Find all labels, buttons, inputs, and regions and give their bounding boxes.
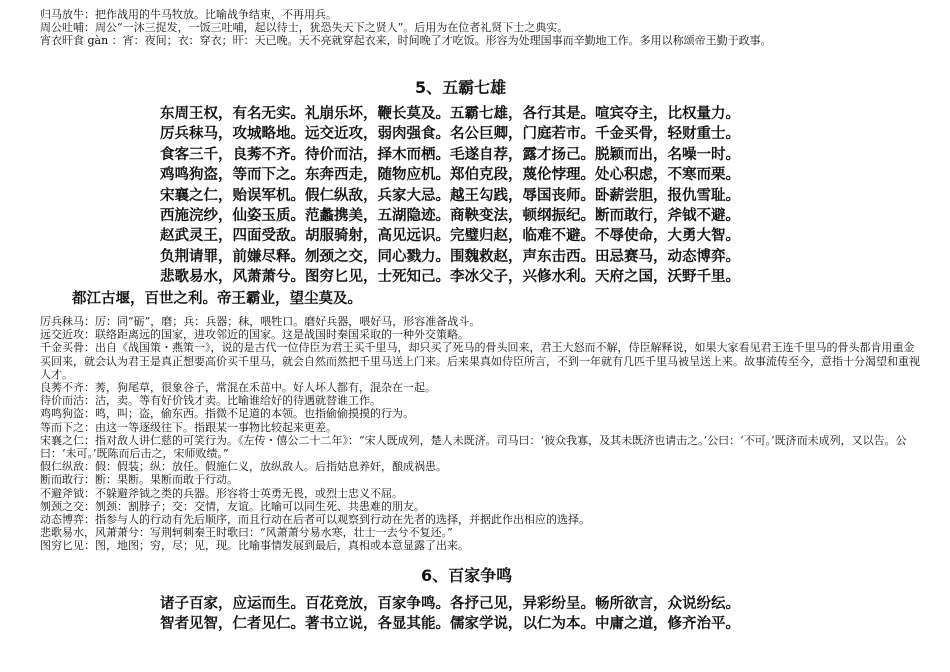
verse-line-tail: 都江古堰，百世之利。帝王霸业，望尘莫及。 [72,291,362,307]
verse-block-6 [160,594,740,635]
note-paragraph: 远交近攻：联络距离远的国家，进攻邻近的国家。这是战国时秦国采取的一种外交策略。 [40,328,469,342]
note-paragraph: 宋襄之仁：指对敌人讲仁慈的可笑行为。《左传・僖公二十二年》：“宋人既成列，楚人未既济。司马曰：‘彼众我寡，及其未既济也请击之。’公曰：‘不可。’既济而未成列，又以告。公曰：‘未可。’既陈而后击之，宋师败绩。” [40,433,907,461]
verse-line: 诸子百家，应运而生。百花竞放，百家争鸣。各抒己见，异彩纷呈。畅所欲言，众说纷纭。 [160,596,740,612]
note-paragraph: 待价而沽：沽，卖。等有好价钱才卖。比喻谁给好的待遇就替谁工作。 [40,394,381,408]
note-paragraph: 归马放牛：把作战用的牛马牧放。比喻战争结束，不再用兵。 [40,8,337,21]
note-paragraph: 鸡鸣狗盗：鸣，叫；盗，偷东西。指微不足道的本领。也指偷偷摸摸的行为。 [40,407,414,421]
note-paragraph: 良莠不齐：莠，狗尾草，很象谷子，常混在禾苗中。好人坏人都有，混杂在一起。 [40,381,436,395]
note-paragraph: 悲歌易水，风萧萧兮：写荆轲刺秦王时歌曰：“风萧萧兮易水寒，壮士一去兮不复还。” [40,526,453,540]
verse-line: 东周王权，有名无实。礼崩乐坏，鞭长莫及。五霸七雄，各行其是。喧宾夺主，比权量力。 [160,106,740,122]
note-paragraph: 动态博弈：指参与人的行动有先后顺序，而且行动在后者可以观察到行动在先者的选择，并据此作出相应的选择。 [40,513,590,527]
note-paragraph: 宵衣旰食 gàn ：宵：夜间；衣：穿衣；旰：天已晚。天不亮就穿起衣来，时间晚了才吃饭。形容为处理国事而辛勤地工作。多用以称颂帝王勤于政事。 [40,34,772,48]
verse-block-5 [160,104,740,288]
section-heading-6: 6、百家争鸣 [421,566,513,585]
note-paragraph: 刎颈之交：刎颈：割脖子；交：交情，友谊。比喻可以同生死、共患难的朋友。 [40,499,425,513]
note-paragraph: 周公吐哺：周公“一沐三捉发，一饭三吐哺，起以待士，犹恐失天下之贤人”。后用为在位者礼贤下士之典实。 [40,21,569,35]
note-paragraph: 厉兵秣马：厉：同“砺”，磨；兵：兵器；秣，喂牲口。磨好兵器，喂好马，形容准备战斗。 [40,315,481,328]
note-paragraph: 假仁纵敌：假：假装；纵：放任。假施仁义，放纵敌人。后指姑息养奸，酿成祸患。 [40,460,447,474]
verse-line: 悲歌易水，风萧萧兮。图穷匕见，士死知己。李冰父子，兴修水利。天府之国，沃野千里。 [160,269,740,286]
note-paragraph: 等而下之：由这一等逐级往下。指跟某一事物比较起来更差。 [40,420,337,434]
notes-block-5 [40,315,920,553]
verse-line: 西施浣纱，仙姿玉质。范蠡携美，五湖隐迹。商鞅变法，顿纲振纪。断而敢行，斧钺不避。 [160,208,740,225]
verse-line: 厉兵秣马，攻城略地。远交近攻，弱肉强食。名公巨卿，门庭若市。千金买骨，轻财重士。 [160,126,740,143]
note-paragraph: 千金买骨：出自《战国策・燕策一》，说的是古代一位侍臣为君王买千里马，却只买了死马的骨头回来，君王大怒而不解，侍臣解释说，如果大家看见君王连千里马的骨头都肯用重金买回来，就会认为君王是真正想要高价买千里马，就会自然而然把千里马送上门来。后来果真如侍臣所言，不到一年就有几匹千里马被呈送上来。故事流传至今，意指十分渴望和重视人才。 [40,341,920,381]
verse-line: 鸡鸣狗盗，等而下之。东奔西走，随物应机。郑伯克段，蔑伦悖理。处心积虑，不寒而栗。 [160,167,740,184]
verse-line: 宋襄之仁，贻误军机。假仁纵敌，兵家大忌。越王勾践，辱国丧师。卧薪尝胆，报仇雪耻。 [160,187,740,204]
verse-line: 负荆请罪，前嫌尽释。刎颈之交，同心戮力。围魏救赵，声东击西。田忌赛马，动态博弈。 [160,248,740,265]
section-heading-5: 5、五霸七雄 [415,78,507,97]
verse-line: 食客三千，良莠不齐。待价而沽，择木而栖。毛遂自荐，露才扬己。脱颖而出，名噪一时。 [160,146,740,163]
note-paragraph: 不避斧钺：不躲避斧钺之类的兵器。形容将士英勇无畏，或烈士忠义不屈。 [40,486,403,500]
note-paragraph: 图穷匕见：图，地图；穷，尽；见，现。比喻事情发展到最后，真相或本意显露了出来。 [40,539,469,553]
verse-line: 赵武灵王，四面受敌。胡服骑射，高见远识。完璧归赵，临难不避。不辱使命，大勇大智。 [160,228,740,245]
top-notes [40,8,920,48]
note-paragraph: 断而敢行：断：果断。果断而敢于行动。 [40,473,238,487]
verse-line: 智者见智，仁者见仁。著书立说，各显其能。儒家学说，以仁为本。中庸之道，修齐治平。 [160,616,740,633]
